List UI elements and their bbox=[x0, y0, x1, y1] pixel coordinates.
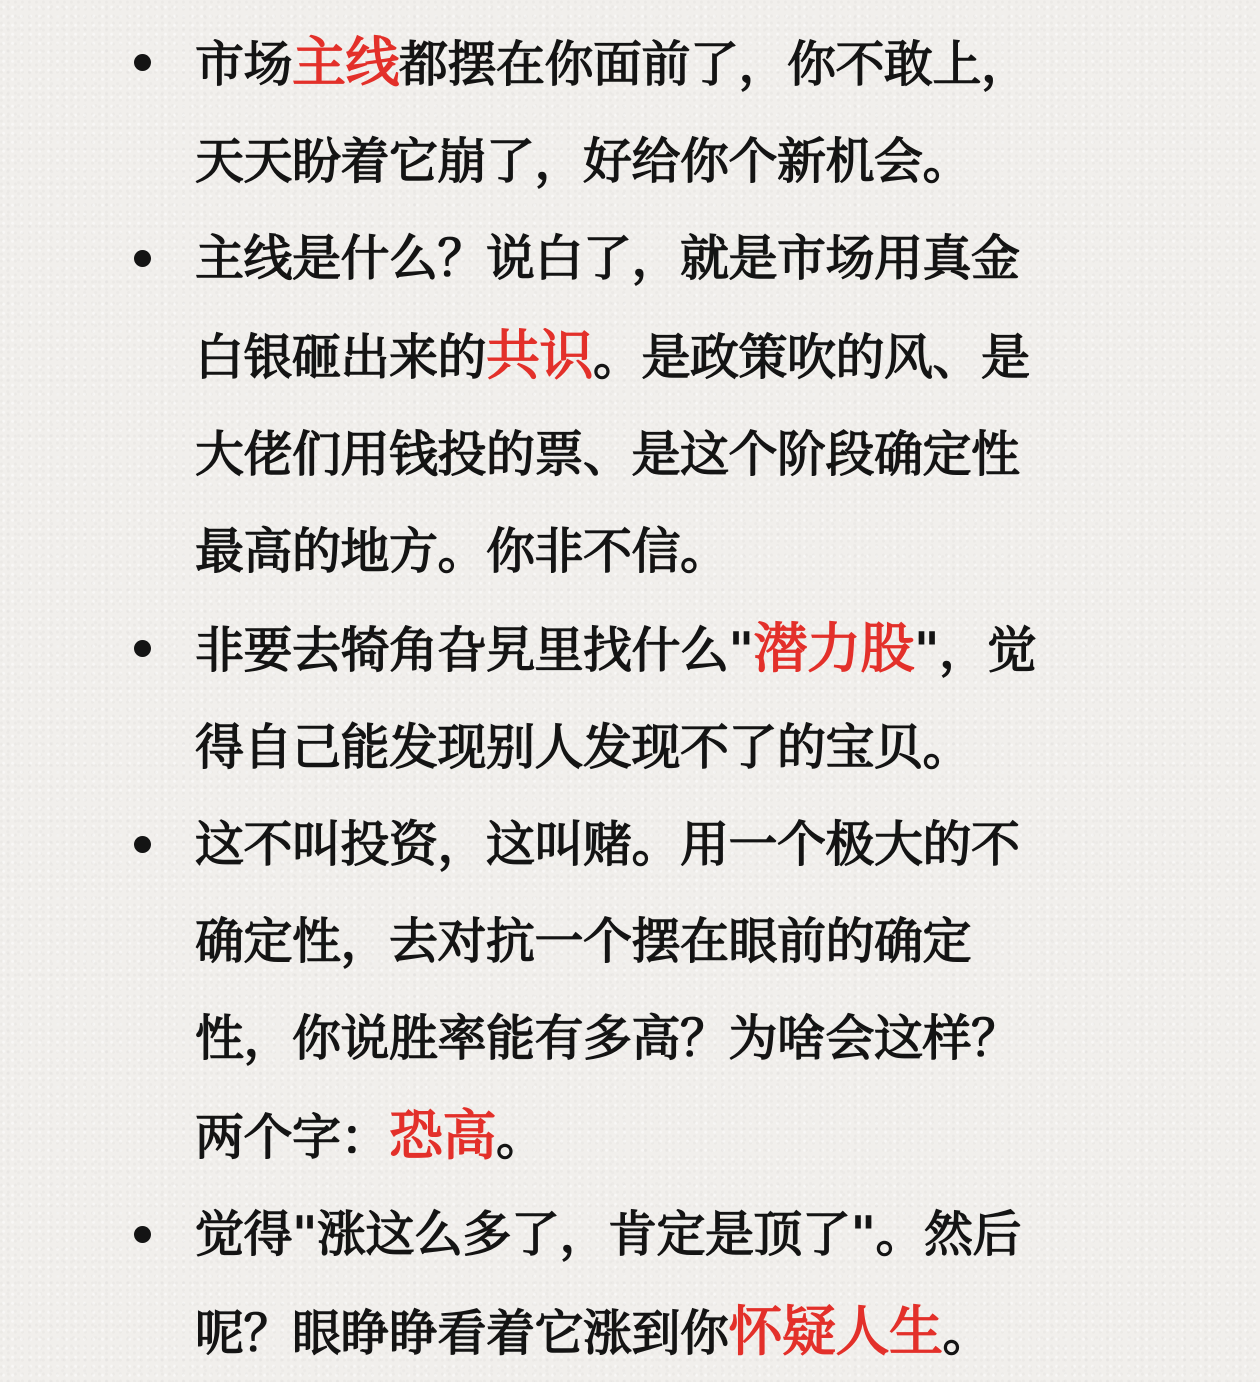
highlighted-keyword: 主线 bbox=[292, 31, 400, 94]
highlighted-keyword: 潜力股 bbox=[753, 617, 915, 680]
bullet-dot-icon bbox=[134, 54, 151, 71]
bullet-item bbox=[0, 796, 1260, 1186]
text-run: 性，你说胜率能有多高？为啥会这样？ bbox=[195, 1010, 1020, 1067]
text-line bbox=[195, 406, 1160, 503]
text-run: 最高的地方。你非不信。 bbox=[195, 523, 729, 580]
text-run: 天天盼着它崩了，好给你个新机会。 bbox=[195, 133, 972, 190]
bullet-item bbox=[0, 14, 1260, 210]
text-run: 大佬们用钱投的票、是这个阶段确定性 bbox=[195, 426, 1020, 483]
text-line bbox=[195, 796, 1160, 893]
text-run: 两个字： bbox=[195, 1109, 390, 1166]
bullet-list bbox=[0, 14, 1260, 1382]
text-run: 市场 bbox=[195, 36, 293, 93]
highlighted-keyword: 怀疑人生 bbox=[728, 1300, 943, 1363]
text-run: 。是政策吹的风、是 bbox=[593, 329, 1030, 386]
text-run: 呢？眼睁睁看着它涨到你 bbox=[195, 1305, 729, 1362]
text-run: 白银砸出来的 bbox=[195, 329, 487, 386]
text-run: 都摆在你面前了，你不敢上， bbox=[399, 36, 1030, 93]
text-run: 。 bbox=[942, 1305, 992, 1362]
text-line bbox=[195, 14, 1160, 113]
text-line bbox=[195, 990, 1160, 1087]
text-run: 觉得"涨这么多了，肯定是顶了"。然后 bbox=[195, 1206, 1022, 1263]
bullet-item bbox=[0, 210, 1260, 600]
bullet-dot-icon bbox=[134, 250, 151, 267]
text-run: 确定性，去对抗一个摆在眼前的确定 bbox=[195, 913, 972, 970]
text-line bbox=[195, 113, 1160, 210]
bullet-item bbox=[0, 600, 1260, 796]
text-line bbox=[195, 1087, 1160, 1186]
text-run: 。 bbox=[496, 1109, 545, 1166]
text-run: "，觉 bbox=[914, 622, 1037, 679]
text-line bbox=[195, 1186, 1160, 1283]
bullet-dot-icon bbox=[134, 640, 151, 657]
bullet-item bbox=[0, 1186, 1260, 1382]
text-line bbox=[195, 600, 1160, 699]
text-line bbox=[195, 503, 1160, 600]
highlighted-keyword: 共识 bbox=[486, 324, 594, 387]
bullet-dot-icon bbox=[134, 836, 151, 853]
text-line bbox=[195, 1283, 1160, 1382]
text-line bbox=[195, 210, 1160, 307]
text-run: 这不叫投资，这叫赌。用一个极大的不 bbox=[195, 816, 1020, 873]
text-run: 非要去犄角旮旯里找什么" bbox=[195, 622, 754, 679]
bullet-dot-icon bbox=[134, 1226, 151, 1243]
text-run: 主线是什么？说白了，就是市场用真金 bbox=[195, 230, 1020, 287]
text-line bbox=[195, 699, 1160, 796]
highlighted-keyword: 恐高 bbox=[389, 1104, 497, 1167]
text-line bbox=[195, 307, 1160, 406]
text-line bbox=[195, 893, 1160, 990]
text-run: 得自己能发现别人发现不了的宝贝。 bbox=[195, 719, 972, 776]
